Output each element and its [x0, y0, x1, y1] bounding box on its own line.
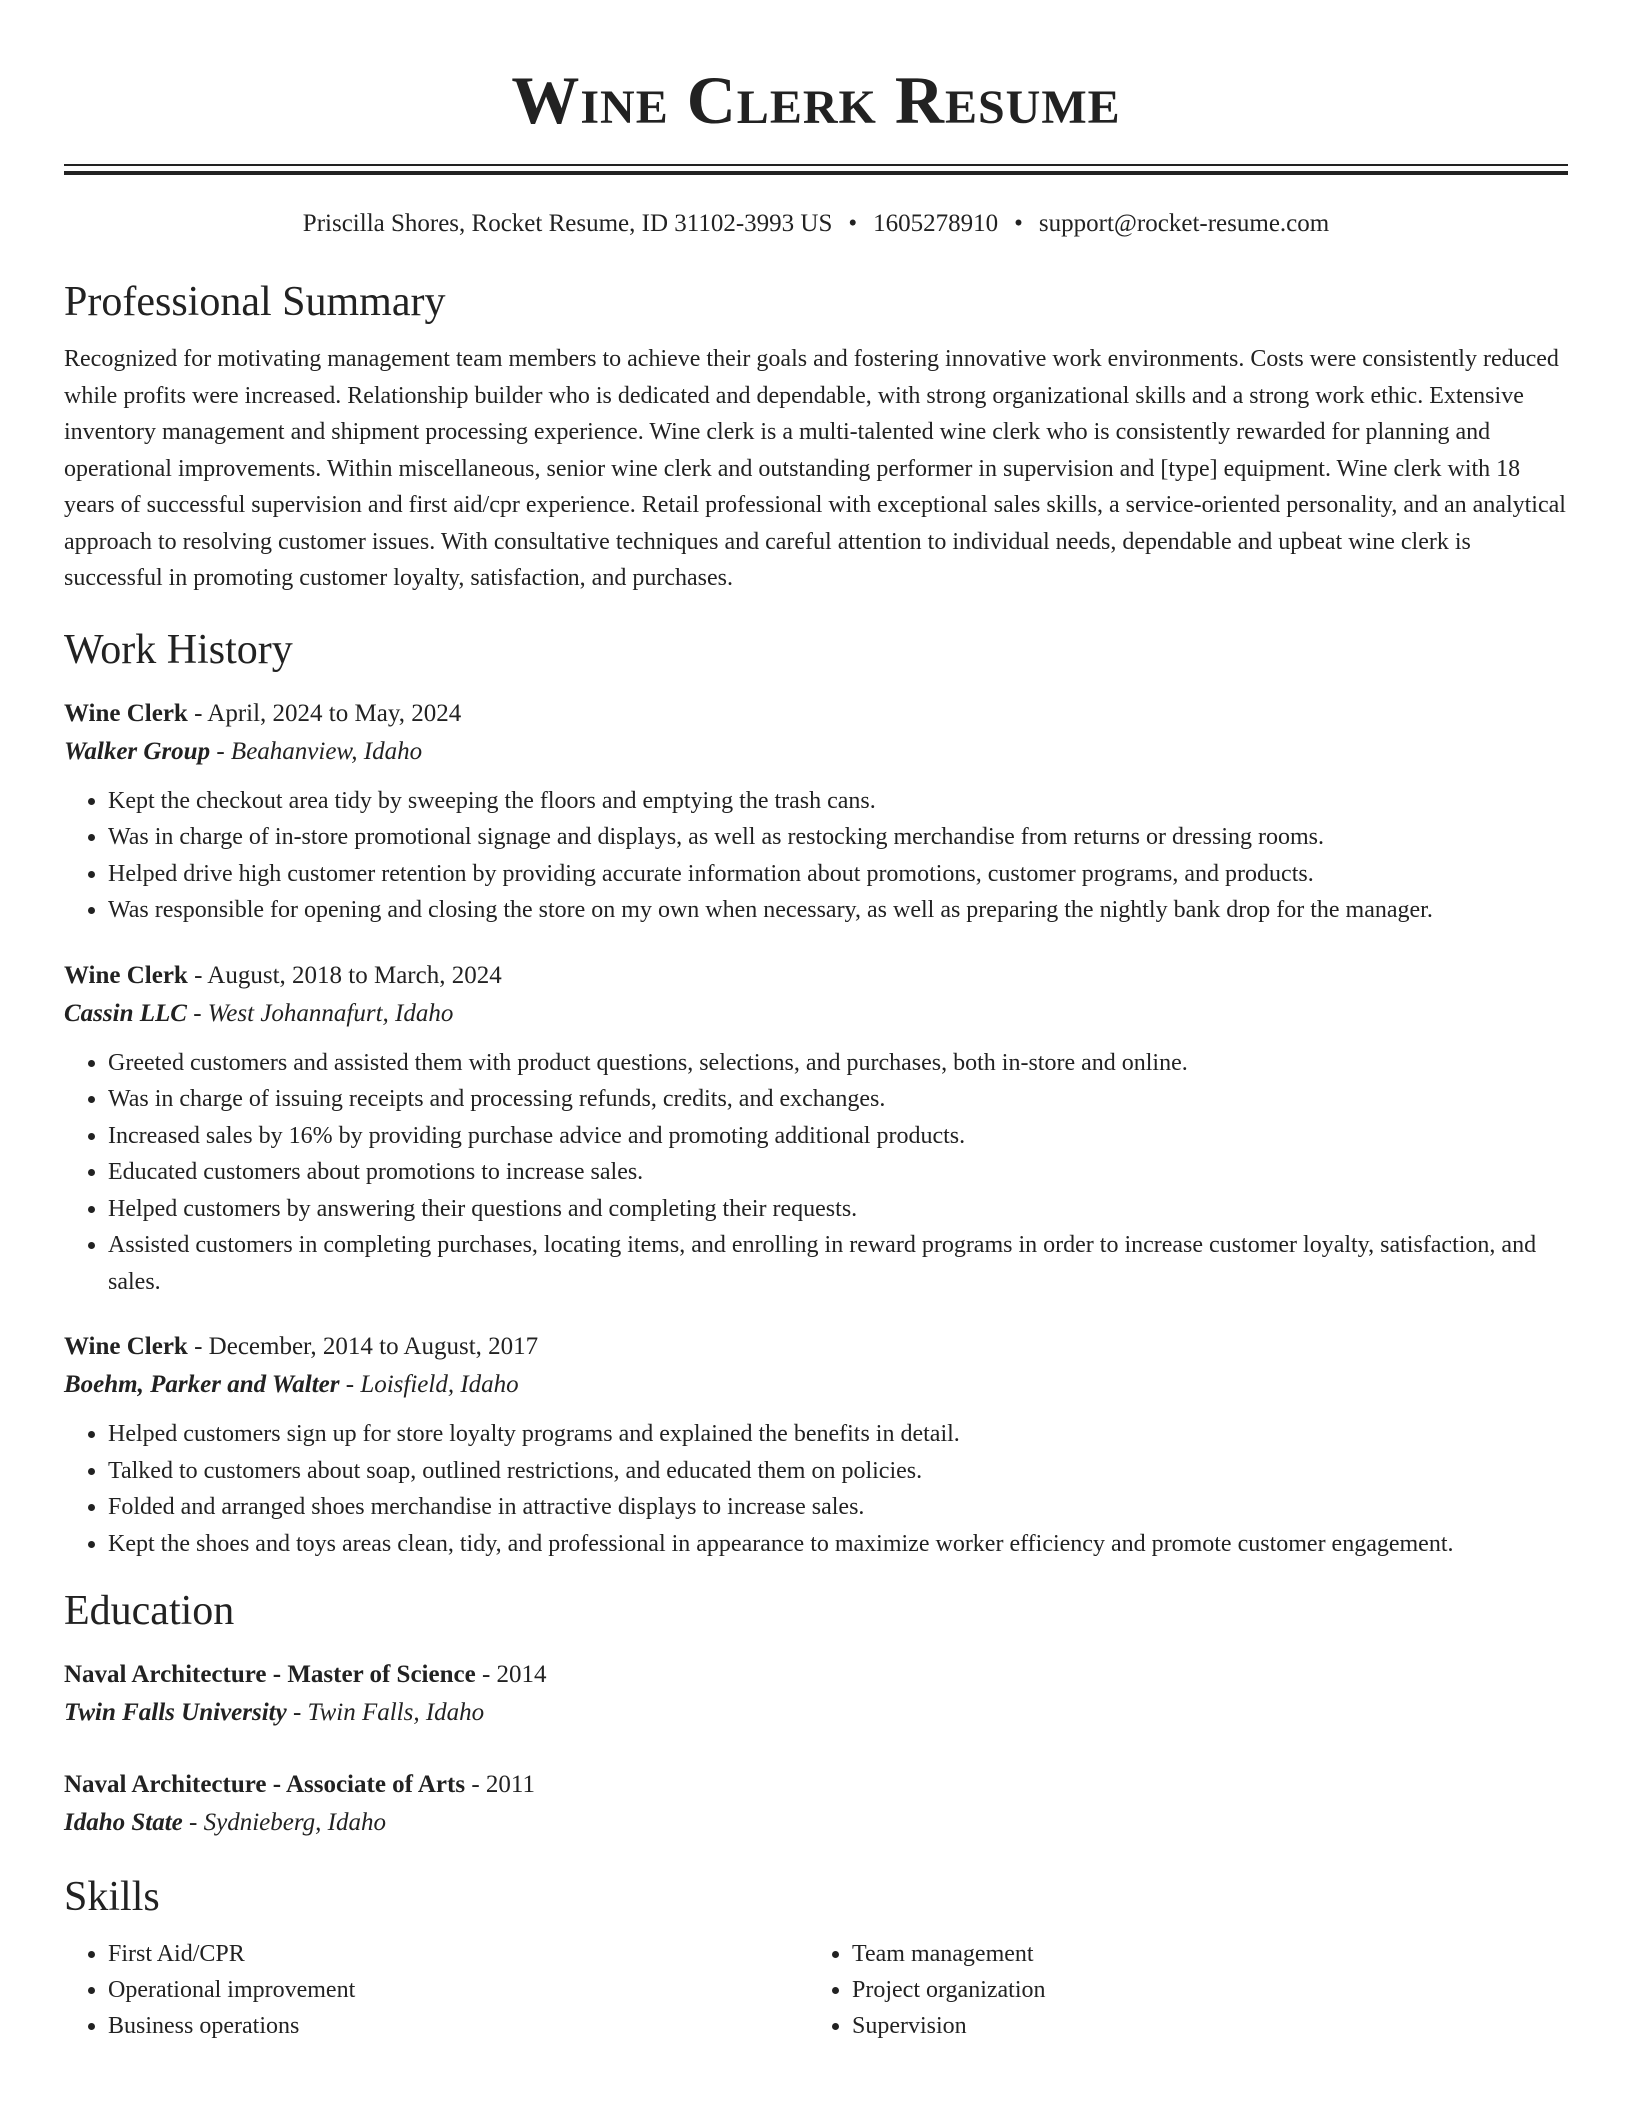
job-bullet: • Helped customers sign up for store loyalty programs and explained the benefits in detail.	[108, 1416, 1568, 1453]
education-heading: Education	[64, 1588, 235, 1634]
skills-heading: Skills	[64, 1874, 160, 1920]
job-entry	[64, 1328, 1568, 1562]
skill-item: • Business operations	[108, 2008, 808, 2044]
skills-columns	[64, 1936, 1568, 2044]
contact-email: support@rocket-resume.com	[1038, 210, 1330, 237]
job-bullets	[64, 1416, 1568, 1562]
school-name: Idaho State	[64, 1809, 183, 1836]
job-bullet: • Greeted customers and assisted them with product questions, selections, and purchases, both in-store and online.	[108, 1045, 1568, 1082]
degree-line	[64, 1766, 1568, 1804]
job-title-line	[64, 1328, 1568, 1366]
degree-line	[64, 1656, 1568, 1694]
job-bullet: • Was responsible for opening and closing the store on my own when necessary, as well as preparing the nightly bank drop for the manager.	[108, 892, 1568, 929]
degree-year: - 2011	[465, 1771, 535, 1798]
job-bullet: • Kept the shoes and toys areas clean, tidy, and professional in appearance to maximize worker efficiency and promote customer engagement.	[108, 1526, 1568, 1563]
company-location: - Loisfield, Idaho	[339, 1371, 519, 1398]
job-title: Wine Clerk	[64, 699, 188, 727]
job-title-line	[64, 695, 1568, 733]
job-bullet: • Folded and arranged shoes merchandise in attractive displays to increase sales.	[108, 1489, 1568, 1526]
job-bullet: • Educated customers about promotions to increase sales.	[108, 1154, 1568, 1191]
skills-section	[64, 1872, 1568, 2044]
job-bullet: • Increased sales by 16% by providing purchase advice and promoting additional products.	[108, 1118, 1568, 1155]
education-section	[64, 1586, 1568, 1842]
summary-section	[64, 277, 1568, 597]
work-history-heading: Work History	[64, 626, 293, 673]
education-entry	[64, 1766, 1568, 1842]
company-name: Cassin LLC	[64, 999, 187, 1027]
skill-item: • Supervision	[852, 2008, 1552, 2044]
degree-year: - 2014	[475, 1661, 547, 1688]
job-bullet: • Was in charge of in-store promotional signage and displays, as well as restocking merchandise from returns or dressing rooms.	[108, 819, 1568, 856]
school-location: - Sydnieberg, Idaho	[182, 1809, 386, 1836]
school-name: Twin Falls University	[64, 1699, 287, 1726]
company-line	[64, 1366, 1568, 1404]
job-dates: - August, 2018 to March, 2024	[187, 961, 502, 989]
company-location: - West Johannafurt, Idaho	[186, 999, 454, 1027]
school-line	[64, 1804, 1568, 1842]
skill-item: • Operational improvement	[108, 1972, 808, 2008]
school-location: - Twin Falls, Idaho	[286, 1699, 485, 1726]
company-name: Boehm, Parker and Walter	[64, 1371, 340, 1398]
job-entry	[64, 695, 1568, 929]
resume-title: Wine Clerk Resume	[511, 62, 1121, 138]
contact-separator: •	[848, 210, 858, 237]
contact-line	[64, 209, 1568, 239]
job-title-line	[64, 957, 1568, 995]
title-divider	[64, 164, 1568, 175]
work-history-section	[64, 625, 1568, 1563]
job-dates: - December, 2014 to August, 2017	[187, 1333, 539, 1360]
company-name: Walker Group	[64, 737, 211, 765]
job-bullet: • Talked to customers about soap, outlined restrictions, and educated them on policies.	[108, 1453, 1568, 1490]
contact-address: Priscilla Shores, Rocket Resume, ID 31102-3993 US	[302, 210, 833, 237]
job-entry	[64, 957, 1568, 1301]
job-bullets	[64, 1045, 1568, 1301]
contact-phone: 1605278910	[873, 210, 999, 237]
job-bullet: • Helped customers by answering their questions and completing their requests.	[108, 1191, 1568, 1228]
job-bullet: • Helped drive high customer retention by providing accurate information about promotions, customer programs, and products.	[108, 856, 1568, 893]
summary-text: Recognized for motivating management team members to achieve their goals and fostering innovative work environments. Costs were consistently reduced while profits were increased. Relationship builder who is dedicated and dependable, with strong organizational skills and a strong work ethic. Extensive inventory management and shipment processing experience. Wine clerk is a multi-talented wine clerk who is consistently rewarded for planning and operational improvements. Within miscellaneous, senior wine clerk and outstanding performer in supervision and [type] equipment. Wine clerk with 18 years of successful supervision and first aid/cpr experience. Retail professional with exceptional sales skills, a service-oriented personality, and an analytical approach to resolving customer issues. With consultative techniques and careful attention to individual needs, dependable and upbeat wine clerk is successful in promoting customer loyalty, satisfaction, and purchases.	[64, 346, 1566, 591]
company-location: - Beahanview, Idaho	[210, 737, 423, 765]
contact-separator: •	[1014, 210, 1023, 237]
summary-heading: Professional Summary	[64, 279, 446, 325]
skill-item: • Project organization	[852, 1972, 1552, 2008]
job-title: Wine Clerk	[64, 1333, 188, 1360]
job-bullet: • Was in charge of issuing receipts and processing refunds, credits, and exchanges.	[108, 1081, 1568, 1118]
company-line	[64, 733, 1568, 771]
skill-item: • Team management	[852, 1936, 1552, 1972]
job-bullets	[64, 783, 1568, 929]
skills-left-column	[64, 1936, 808, 2044]
company-line	[64, 995, 1568, 1033]
job-title: Wine Clerk	[64, 961, 188, 989]
skill-item: • First Aid/CPR	[108, 1936, 808, 1972]
school-line	[64, 1694, 1568, 1732]
job-dates: - April, 2024 to May, 2024	[187, 699, 462, 727]
degree-name: Naval Architecture - Master of Science	[64, 1661, 476, 1688]
degree-name: Naval Architecture - Associate of Arts	[64, 1771, 466, 1798]
job-bullet: • Kept the checkout area tidy by sweeping the floors and emptying the trash cans.	[108, 783, 1568, 820]
skills-right-column	[808, 1936, 1552, 2044]
job-bullet: • Assisted customers in completing purchases, locating items, and enrolling in reward programs in order to increase customer loyalty, satisfaction, and sales.	[108, 1227, 1568, 1300]
education-entry	[64, 1656, 1568, 1732]
